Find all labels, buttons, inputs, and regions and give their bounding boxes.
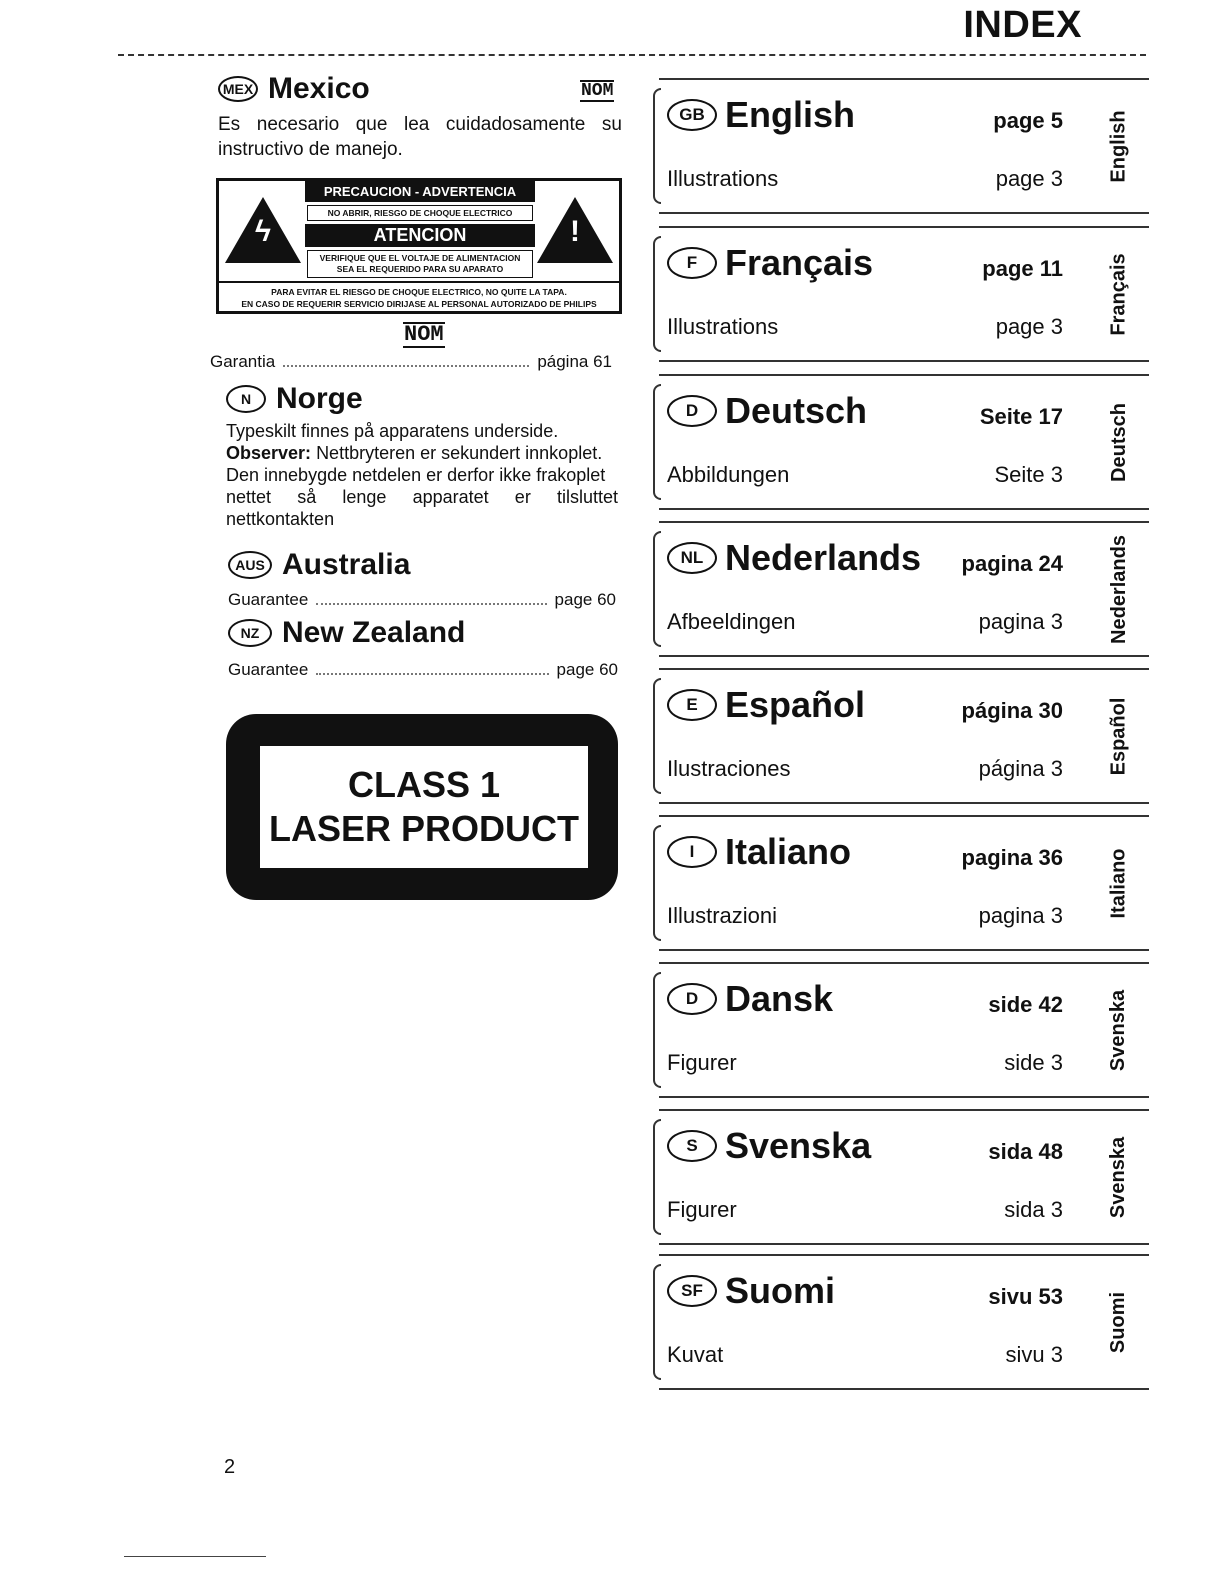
illustrations-label: Illustrazioni	[667, 903, 778, 928]
norge-line5: nettkontakten	[226, 509, 335, 529]
nom-mark-2: NOM	[404, 322, 444, 347]
index-card-7[interactable]	[653, 1109, 1149, 1245]
language-page: Seite 17	[979, 404, 1063, 429]
illustrations-label: Illustrations	[667, 166, 779, 191]
observer-label: Observer:	[226, 443, 312, 463]
exclamation-icon: !	[537, 197, 613, 263]
illustrations-page: side 3	[1004, 1050, 1063, 1075]
warning-line2: NO ABRIR, RIESGO DE CHOQUE ELECTRICO	[307, 205, 533, 221]
page-number: 2	[224, 1456, 236, 1478]
norge-line4: nettet så lenge apparatet er tilsluttet	[226, 487, 618, 507]
illustrations-label: Figurer	[667, 1050, 737, 1075]
warning-line1: PRECAUCION - ADVERTENCIA	[305, 181, 535, 202]
nz-guarantee	[228, 660, 618, 680]
nz-badge: NZ	[228, 619, 272, 647]
side-tab: Español	[1107, 697, 1130, 775]
index-card-1[interactable]	[653, 226, 1149, 362]
mexico-guarantee	[210, 352, 612, 372]
language-badge: E	[667, 689, 717, 721]
language-page: página 30	[961, 698, 1063, 723]
guarantee-label: Guarantee	[228, 590, 309, 609]
guarantee-label: Guarantee	[228, 660, 309, 679]
warning-line3: ATENCION	[305, 224, 535, 247]
language-badge: S	[667, 1130, 717, 1162]
illustrations-page: página 3	[978, 756, 1063, 781]
illustrations-page: sivu 3	[1005, 1342, 1063, 1367]
high-voltage-icon: ϟ	[225, 197, 301, 263]
australia-badge: AUS	[228, 551, 272, 579]
guarantee-page: page 60	[554, 590, 616, 609]
index-card-3[interactable]	[653, 521, 1149, 657]
language-page: sivu 53	[988, 1284, 1063, 1309]
language-name: Nederlands	[725, 537, 922, 578]
illustrations-page: page 3	[995, 314, 1063, 339]
norge-line1: Typeskilt finnes på apparatens underside.	[226, 421, 559, 441]
illustrations-label: Figurer	[667, 1197, 737, 1222]
language-badge: D	[667, 395, 717, 427]
warning-line4b: SEA EL REQUERIDO PARA SU APARATO	[336, 264, 504, 274]
language-name: Dansk	[725, 978, 834, 1019]
side-tab: Suomi	[1107, 1291, 1130, 1353]
language-page: pagina 24	[961, 551, 1063, 576]
norge-line3: Den innebygde netdelen er derfor ikke frakoplet	[226, 465, 606, 485]
index-card-5[interactable]	[653, 815, 1149, 951]
index-card-6[interactable]	[653, 962, 1149, 1098]
norge-badge: N	[226, 385, 266, 413]
guarantee-label: Garantia	[210, 352, 276, 371]
warning-label	[216, 178, 622, 314]
language-name: Français	[725, 242, 874, 283]
side-tab: Svenska	[1107, 1136, 1130, 1218]
illustrations-label: Afbeeldingen	[667, 609, 796, 634]
side-tab: Italiano	[1107, 847, 1130, 919]
illustrations-page: pagina 3	[978, 609, 1063, 634]
language-name: Italiano	[725, 831, 852, 872]
warning-line4a: VERIFIQUE QUE EL VOLTAJE DE ALIMENTACION	[319, 253, 521, 263]
language-name: English	[725, 94, 856, 135]
laser-line2: LASER PRODUCT	[268, 808, 579, 849]
illustrations-label: Kuvat	[667, 1342, 724, 1367]
warning-bottom2: EN CASO DE REQUERIR SERVICIO DIRIJASE AL PERSONAL AUTORIZADO DE PHILIPS	[241, 299, 597, 309]
laser-line1: CLASS 1	[347, 764, 501, 805]
language-name: Suomi	[725, 1270, 836, 1311]
side-tab: English	[1107, 109, 1130, 183]
laser-product-label	[226, 714, 618, 900]
side-tab: Svenska	[1107, 989, 1130, 1071]
index-card-4[interactable]	[653, 668, 1149, 804]
norge-line2: Nettbryteren er sekundert innkoplet.	[316, 443, 603, 463]
illustrations-page: Seite 3	[994, 462, 1063, 487]
warning-bottom1: PARA EVITAR EL RIESGO DE CHOQUE ELECTRICO, NO QUITE LA TAPA.	[271, 287, 567, 297]
index-card-0[interactable]	[653, 78, 1149, 214]
mexico-heading	[218, 72, 370, 106]
language-badge: I	[667, 836, 717, 868]
language-badge: D	[667, 983, 717, 1015]
language-page: pagina 36	[961, 845, 1063, 870]
side-tab: Français	[1107, 252, 1130, 336]
language-badge: SF	[667, 1275, 717, 1307]
language-badge: NL	[667, 542, 717, 574]
mexico-text: Es necesario que lea cuidadosamente su instructivo de manejo.	[218, 114, 622, 160]
australia-title: Australia	[282, 548, 411, 581]
language-page: page 5	[993, 108, 1063, 133]
nz-title: New Zealand	[282, 616, 466, 649]
language-badge: F	[667, 247, 717, 279]
illustrations-label: Abbildungen	[667, 462, 790, 487]
language-badge: GB	[667, 99, 717, 131]
language-name: Deutsch	[725, 390, 868, 431]
norge-heading	[226, 382, 363, 416]
norge-text	[226, 420, 618, 530]
language-name: Svenska	[725, 1125, 872, 1166]
nz-heading	[228, 616, 465, 650]
guarantee-page: page 60	[556, 660, 618, 679]
guarantee-page: página 61	[537, 352, 612, 371]
australia-guarantee	[228, 590, 616, 610]
page-title: INDEX	[963, 4, 1082, 46]
illustrations-label: Illustrations	[667, 314, 779, 339]
language-name: Español	[725, 684, 866, 725]
illustrations-label: Ilustraciones	[667, 756, 791, 781]
side-tab: Deutsch	[1107, 402, 1130, 482]
language-page: page 11	[982, 256, 1063, 281]
language-page: side 42	[988, 992, 1063, 1017]
illustrations-page: pagina 3	[978, 903, 1063, 928]
footer-line	[124, 1556, 266, 1557]
mexico-badge: MEX	[218, 76, 258, 102]
index-card-2[interactable]	[653, 374, 1149, 510]
side-tab: Nederlands	[1107, 534, 1130, 644]
illustrations-page: page 3	[995, 166, 1063, 191]
norge-title: Norge	[276, 382, 363, 415]
australia-heading	[228, 548, 410, 582]
nom-mark: NOM	[581, 81, 614, 101]
index-card-8[interactable]	[653, 1254, 1149, 1390]
language-page: sida 48	[988, 1139, 1063, 1164]
illustrations-page: sida 3	[1004, 1197, 1063, 1222]
header-divider	[118, 54, 1146, 56]
mexico-title: Mexico	[268, 72, 370, 105]
